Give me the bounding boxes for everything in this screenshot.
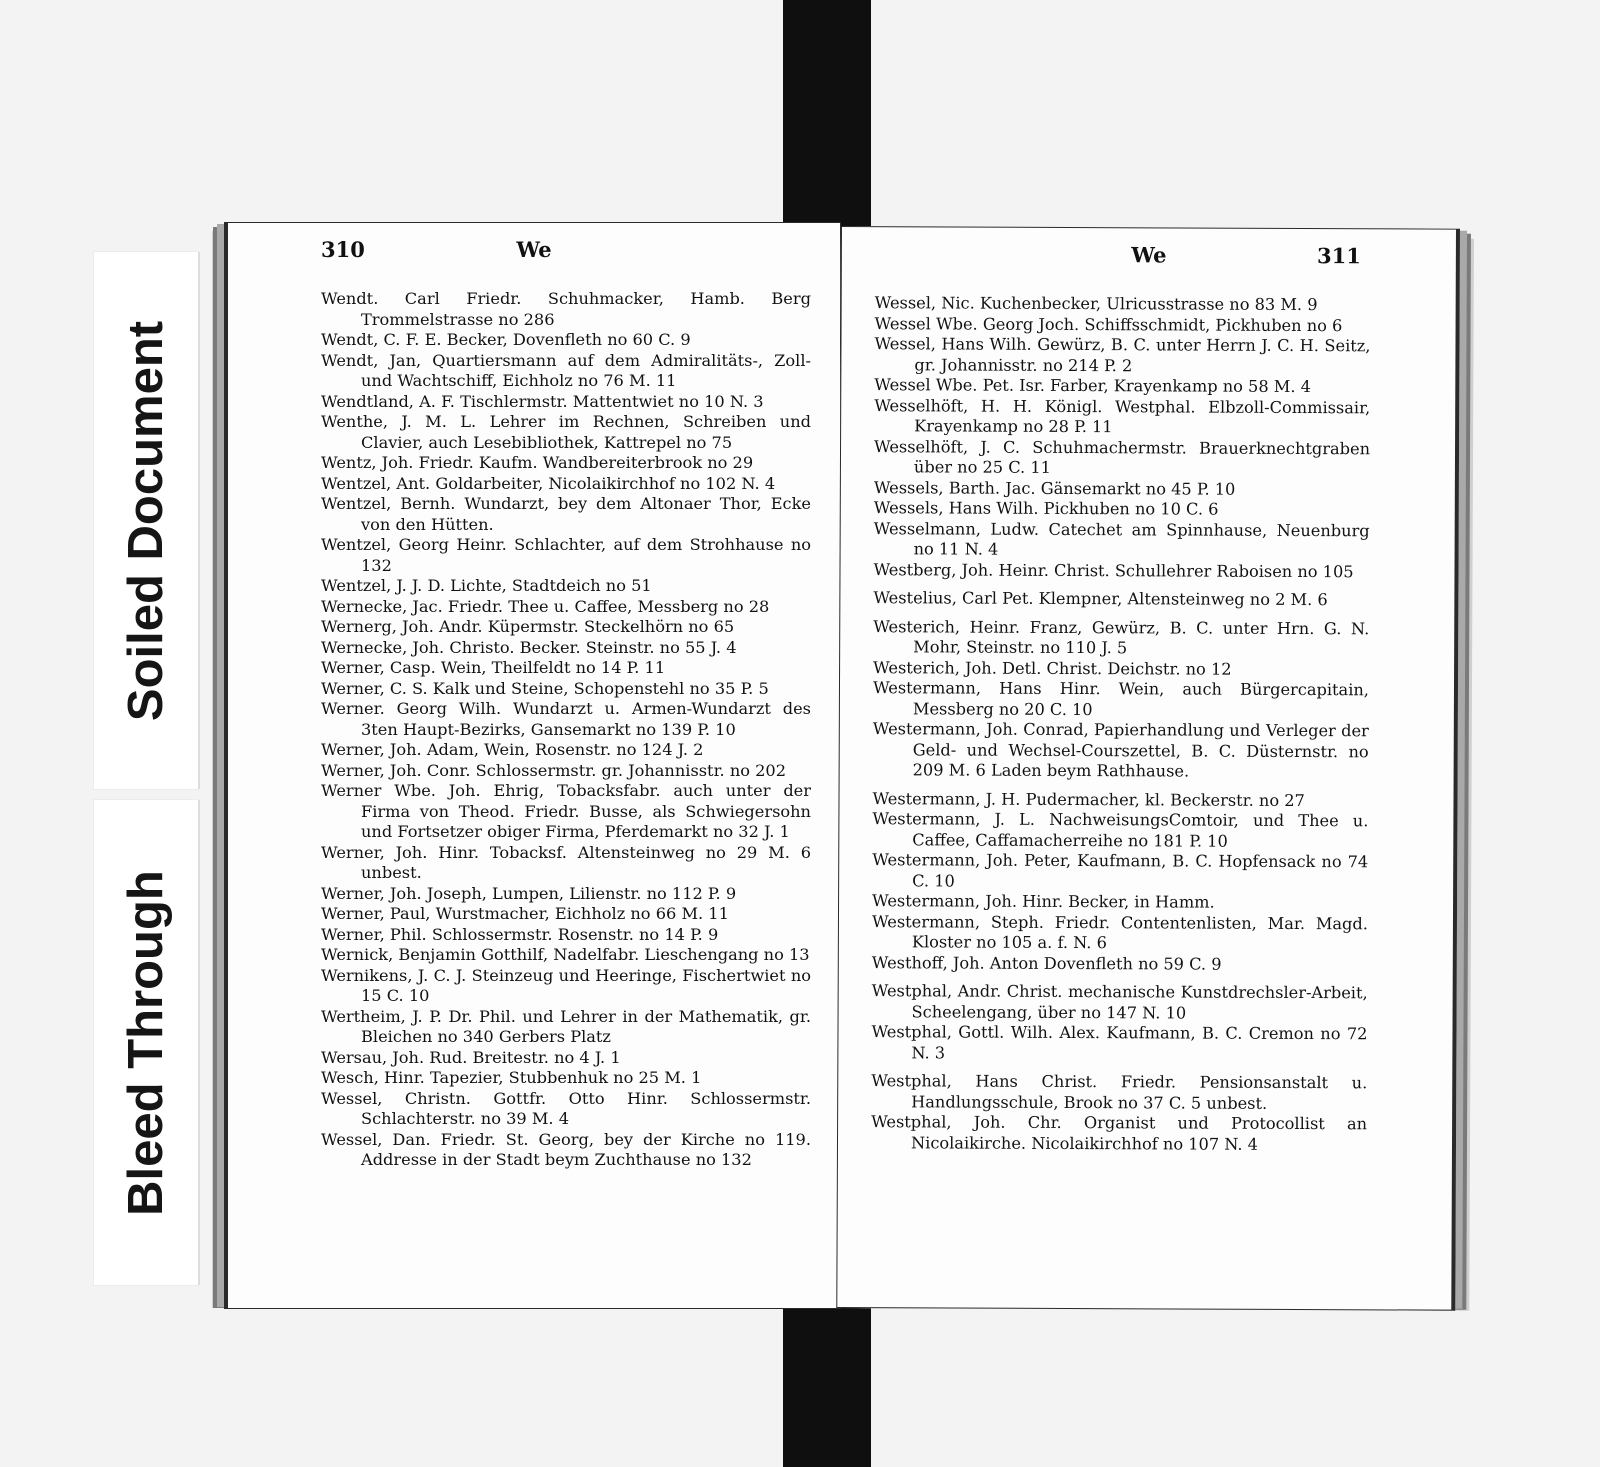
directory-entry: Wersau, Joh. Rud. Breitestr. no 4 J. 1 xyxy=(321,1047,621,1067)
directory-entry: Wernick, Benjamin Gotthilf, Nadelfabr. Lieschengang no 13 xyxy=(321,945,810,964)
left-entry-list xyxy=(321,289,811,1171)
directory-entry: Wessels, Hans Wilh. Pickhuben no 10 C. 6 xyxy=(873,498,1219,519)
directory-entry: Westelius, Carl Pet. Klempner, Altensteinweg no 2 M. 6 xyxy=(873,588,1328,610)
right-page xyxy=(836,226,1460,1311)
soiled-document-label: Soiled Document xyxy=(119,320,173,721)
directory-entry: Westhoff, Joh. Anton Dovenfleth no 59 C. 9 xyxy=(871,952,1222,974)
directory-entry: Wertheim, J. P. Dr. Phil. und Lehrer in der Mathematik, gr. Bleichen no 340 Gerbers Platz xyxy=(321,1006,811,1046)
directory-entry: Wentzel, Bernh. Wundarzt, bey dem Altonaer Thor, Ecke von den Hütten. xyxy=(321,494,811,534)
directory-entry: Wendt, C. F. E. Becker, Dovenfleth no 60 C. 9 xyxy=(321,330,691,349)
directory-entry: Westermann, J. L. NachweisungsComtoir, und Thee u. Caffee, Caffamacherreihe no 181 P. 10 xyxy=(872,809,1369,851)
directory-entry: Westphal, Gottl. Wilh. Alex. Kaufmann, B. C. Cremon no 72 N. 3 xyxy=(871,1022,1368,1062)
directory-entry: Wessel, Nic. Kuchenbecker, Ulricusstrasse no 83 M. 9 xyxy=(874,293,1318,315)
right-running-head: We xyxy=(1131,242,1167,268)
directory-entry: Westermann, Joh. Peter, Kaufmann, B. C. Hopfensack no 74 C. 10 xyxy=(872,850,1369,891)
directory-entry: Werner, Joh. Joseph, Lumpen, Lilienstr. no 112 P. 9 xyxy=(321,883,737,903)
directory-entry: Wesselmann, Ludw. Catechet am Spinnhause, Neuenburg no 11 N. 4 xyxy=(873,518,1370,559)
directory-entry: Werner, C. S. Kalk und Steine, Schopenstehl no 35 P. 5 xyxy=(321,678,769,698)
directory-entry: Wessel Wbe. Georg Joch. Schiffsschmidt, Pickhuben no 6 xyxy=(874,313,1343,335)
directory-entry: Werner, Joh. Adam, Wein, Rosenstr. no 124 J. 2 xyxy=(321,740,704,759)
directory-entry: Werner, Joh. Conr. Schlossermstr. gr. Johannisstr. no 202 xyxy=(321,760,787,780)
binding-strap-bottom xyxy=(783,1305,871,1467)
directory-entry: Westermann, Joh. Conrad, Papierhandlung und Verleger der Geld- und Wechsel-Courszettel, B. C. Düsternstr. no 209 M. 6 Laden beym Rathhause. xyxy=(872,719,1369,781)
directory-entry: Wendtland, A. F. Tischlermstr. Mattentwiet no 10 N. 3 xyxy=(321,391,764,411)
directory-entry: Wentz, Joh. Friedr. Kaufm. Wandbereiterbrook no 29 xyxy=(321,453,754,472)
bleed-through-stamp xyxy=(94,800,198,1285)
directory-entry: Wernikens, J. C. J. Steinzeug und Heeringe, Fischertwiet no 15 C. 10 xyxy=(321,965,811,1005)
directory-entry: Werner, Joh. Hinr. Tobacksf. Altensteinweg no 29 M. 6 unbest. xyxy=(321,842,811,882)
directory-entry: Westphal, Joh. Chr. Organist und Protocollist an Nicolaikirche. Nicolaikirchhof no 107 N. 4 xyxy=(871,1112,1368,1154)
left-page xyxy=(224,222,841,1309)
directory-entry: Wenthe, J. M. L. Lehrer im Rechnen, Schreiben und Clavier, auch Lesebibliothek, Kattrepel no 75 xyxy=(321,412,811,452)
directory-entry: Wentzel, J. J. D. Lichte, Stadtdeich no 51 xyxy=(321,576,652,595)
directory-entry: Wernecke, Joh. Christo. Becker. Steinstr. no 55 J. 4 xyxy=(321,637,737,657)
directory-entry: Wessel, Christn. Gottfr. Otto Hinr. Schlossermstr. Schlachterstr. no 39 M. 4 xyxy=(321,1088,811,1128)
directory-entry: Werner. Georg Wilh. Wundarzt u. Armen-Wundarzt des 3ten Haupt-Bezirks, Gansemarkt no 139 P. 10 xyxy=(321,699,811,739)
directory-entry: Westermann, J. H. Pudermacher, kl. Beckerstr. no 27 xyxy=(872,788,1305,810)
directory-entry: Wessels, Barth. Jac. Gänsemarkt no 45 P. 10 xyxy=(873,477,1236,499)
directory-entry: Westermann, Hans Hinr. Wein, auch Bürgercapitain, Messberg no 20 C. 10 xyxy=(872,678,1370,719)
directory-entry: Wessel, Hans Wilh. Gewürz, B. C. unter Herrn J. C. H. Seitz, gr. Johannisstr. no 214 P. 2 xyxy=(874,334,1371,375)
directory-entry: Wentzel, Ant. Goldarbeiter, Nicolaikirchhof no 102 N. 4 xyxy=(321,473,776,493)
directory-entry: Wentzel, Georg Heinr. Schlachter, auf dem Strohhause no 132 xyxy=(321,535,811,575)
directory-entry: Wernecke, Jac. Friedr. Thee u. Caffee, Messberg no 28 xyxy=(321,596,770,616)
directory-entry: Werner Wbe. Joh. Ehrig, Tobacksfabr. auch unter der Firma von Theod. Friedr. Busse, als Schwiegersohn und Fortsetzer obiger Firma, Pferdemarkt no 32 J. 1 xyxy=(321,781,811,841)
binding-strap-top xyxy=(783,0,871,228)
left-page-number: 310 xyxy=(321,237,365,262)
directory-entry: Werner, Phil. Schlossermstr. Rosenstr. no 14 P. 9 xyxy=(321,924,719,944)
directory-entry: Wendt. Carl Friedr. Schuhmacker, Hamb. Berg Trommelstrasse no 286 xyxy=(321,289,811,329)
directory-entry: Werner, Casp. Wein, Theilfeldt no 14 P. 11 xyxy=(321,658,666,677)
directory-entry: Wessel Wbe. Pet. Isr. Farber, Krayenkamp no 58 M. 4 xyxy=(874,375,1312,397)
directory-entry: Wernerg, Joh. Andr. Küpermstr. Steckelhörn no 65 xyxy=(321,617,735,636)
right-page-header xyxy=(842,241,1456,274)
directory-entry: Wessel, Dan. Friedr. St. Georg, bey der Kirche no 119. Addresse in der Stadt beym Zuchthause no 132 xyxy=(321,1129,811,1169)
directory-entry: Westerich, Joh. Detl. Christ. Deichstr. no 12 xyxy=(873,657,1232,679)
directory-entry: Westberg, Joh. Heinr. Christ. Schullehrer Raboisen no 105 xyxy=(873,559,1354,581)
directory-entry: Werner, Paul, Wurstmacher, Eichholz no 66 M. 11 xyxy=(321,904,729,923)
left-page-header xyxy=(228,237,840,267)
directory-entry: Westermann, Joh. Hinr. Becker, in Hamm. xyxy=(872,891,1215,912)
directory-entry: Wendt, Jan, Quartiersmann auf dem Admiralitäts-, Zoll- und Wachtschiff, Eichholz no 76 M. 11 xyxy=(321,350,811,390)
right-entry-list xyxy=(871,293,1371,1155)
directory-entry: Westerich, Heinr. Franz, Gewürz, B. C. unter Hrn. G. N. Mohr, Steinstr. no 110 J. 5 xyxy=(873,616,1370,658)
directory-entry: Wesselhöft, J. C. Schuhmachermstr. Brauerknechtgraben über no 25 C. 11 xyxy=(873,436,1371,477)
directory-entry: Wesselhöft, H. H. Königl. Westphal. Elbzoll-Commissair, Krayenkamp no 28 P. 11 xyxy=(874,395,1371,437)
soiled-document-stamp xyxy=(94,252,198,789)
directory-entry: Westphal, Hans Christ. Friedr. Pensionsanstalt u. Handlungsschule, Brook no 37 C. 5 unbest. xyxy=(871,1071,1368,1113)
right-page-number: 311 xyxy=(1316,243,1361,269)
left-running-head: We xyxy=(516,237,552,262)
bleed-through-label: Bleed Through xyxy=(119,869,173,1216)
directory-entry: Westphal, Andr. Christ. mechanische Kunstdrechsler-Arbeit, Scheelengang, über no 147 N. 10 xyxy=(871,981,1368,1023)
directory-entry: Westermann, Steph. Friedr. Contentenlisten, Mar. Magd. Kloster no 105 a. f. N. 6 xyxy=(871,911,1369,953)
directory-entry: Wesch, Hinr. Tapezier, Stubbenhuk no 25 M. 1 xyxy=(321,1068,702,1087)
